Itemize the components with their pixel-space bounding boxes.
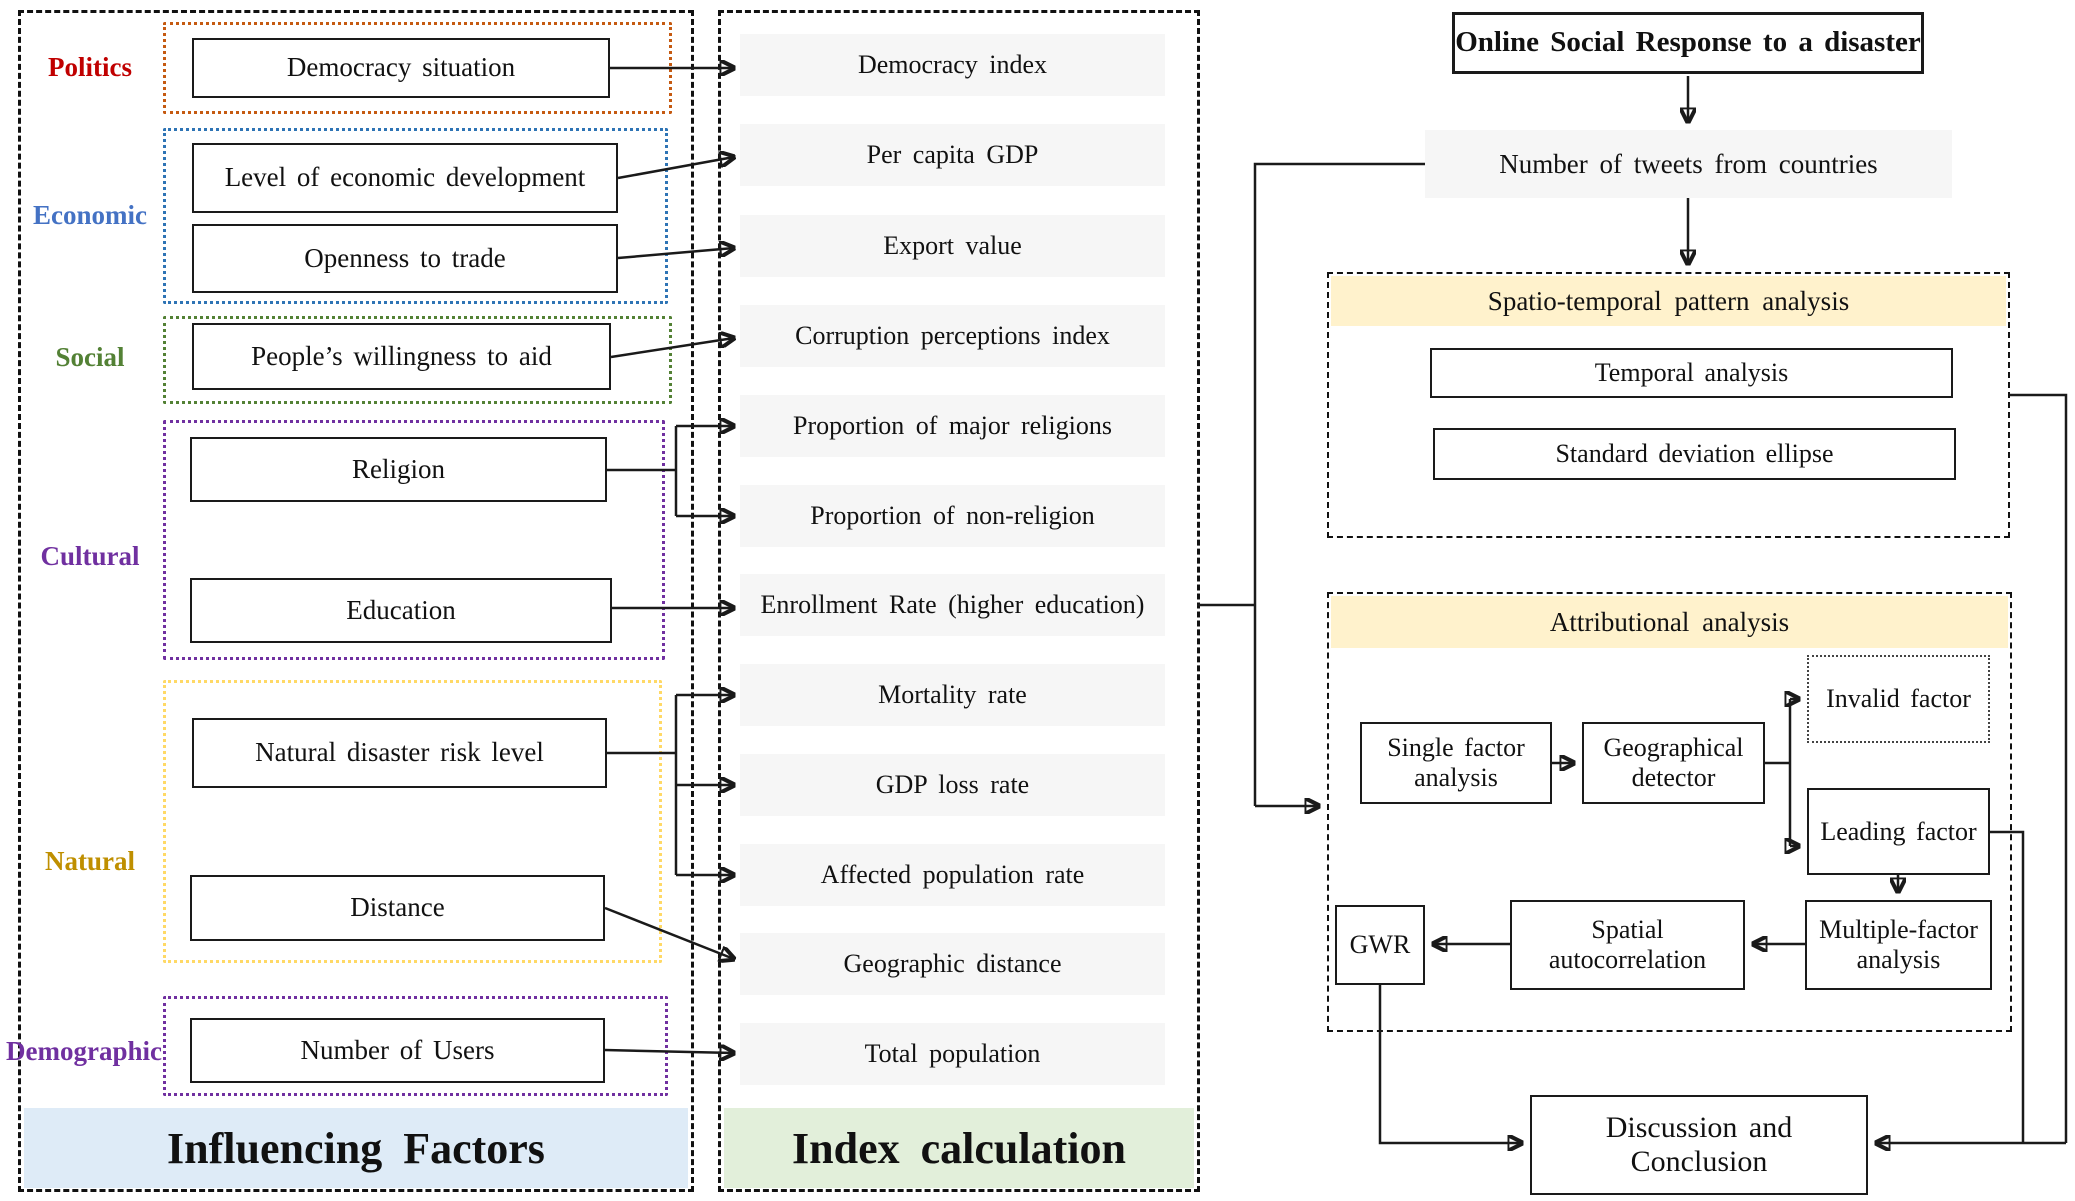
influencing-factors-banner: Influencing Factors [24,1108,688,1188]
box-education: Education [190,578,612,643]
box-number-of-tweets: Number of tweets from countries [1425,130,1952,198]
box-distance: Distance [190,875,605,941]
box-single-factor-analysis: Single factor analysis [1360,722,1552,804]
line-spatio-right-down [2010,395,2066,1143]
box-geographical-detector: Geographical detector [1582,722,1765,804]
box-peoples-willingness: People’s willingness to aid [192,323,611,390]
box-leading-factor: Leading factor [1807,788,1990,875]
box-online-social-response: Online Social Response to a disaster [1452,12,1924,74]
box-openness-to-trade: Openness to trade [192,224,618,293]
label-demographic: Demographic [6,1036,162,1066]
box-standard-deviation-ellipse: Standard deviation ellipse [1433,428,1956,480]
label-economic: Economic [33,200,147,230]
box-natural-disaster-risk: Natural disaster risk level [192,718,607,788]
box-level-economic-development: Level of economic development [192,143,618,213]
box-multiple-factor-analysis: Multiple-factor analysis [1805,900,1992,990]
box-number-of-users: Number of Users [190,1018,605,1083]
box-temporal-analysis: Temporal analysis [1430,348,1953,398]
label-cultural: Cultural [40,541,140,571]
box-spatial-autocorrelation: Spatial autocorrelation [1510,900,1745,990]
box-invalid-factor: Invalid factor [1807,655,1990,743]
item-affected-population: Affected population rate [740,844,1165,906]
item-corruption-perceptions: Corruption perceptions index [740,305,1165,367]
box-democracy-situation: Democracy situation [192,38,610,98]
item-total-population: Total population [740,1023,1165,1085]
label-social: Social [55,342,125,372]
item-geographic-distance: Geographic distance [740,933,1165,995]
box-discussion-conclusion: Discussion and Conclusion [1530,1095,1868,1195]
item-gdp-loss-rate: GDP loss rate [740,754,1165,816]
index-calculation-banner: Index calculation [724,1108,1194,1188]
label-natural: Natural [45,846,135,876]
item-democracy-index: Democracy index [740,34,1165,96]
item-per-capita-gdp: Per capita GDP [740,124,1165,186]
attributional-header: Attributional analysis [1331,596,2008,648]
spatio-temporal-header: Spatio-temporal pattern analysis [1331,276,2006,326]
box-religion: Religion [190,437,607,502]
item-major-religions: Proportion of major religions [740,395,1165,457]
box-gwr: GWR [1335,905,1425,985]
label-politics: Politics [48,52,132,82]
item-export-value: Export value [740,215,1165,277]
item-enrollment-rate: Enrollment Rate (higher education) [740,574,1165,636]
item-mortality-rate: Mortality rate [740,664,1165,726]
item-non-religion: Proportion of non-religion [740,485,1165,547]
